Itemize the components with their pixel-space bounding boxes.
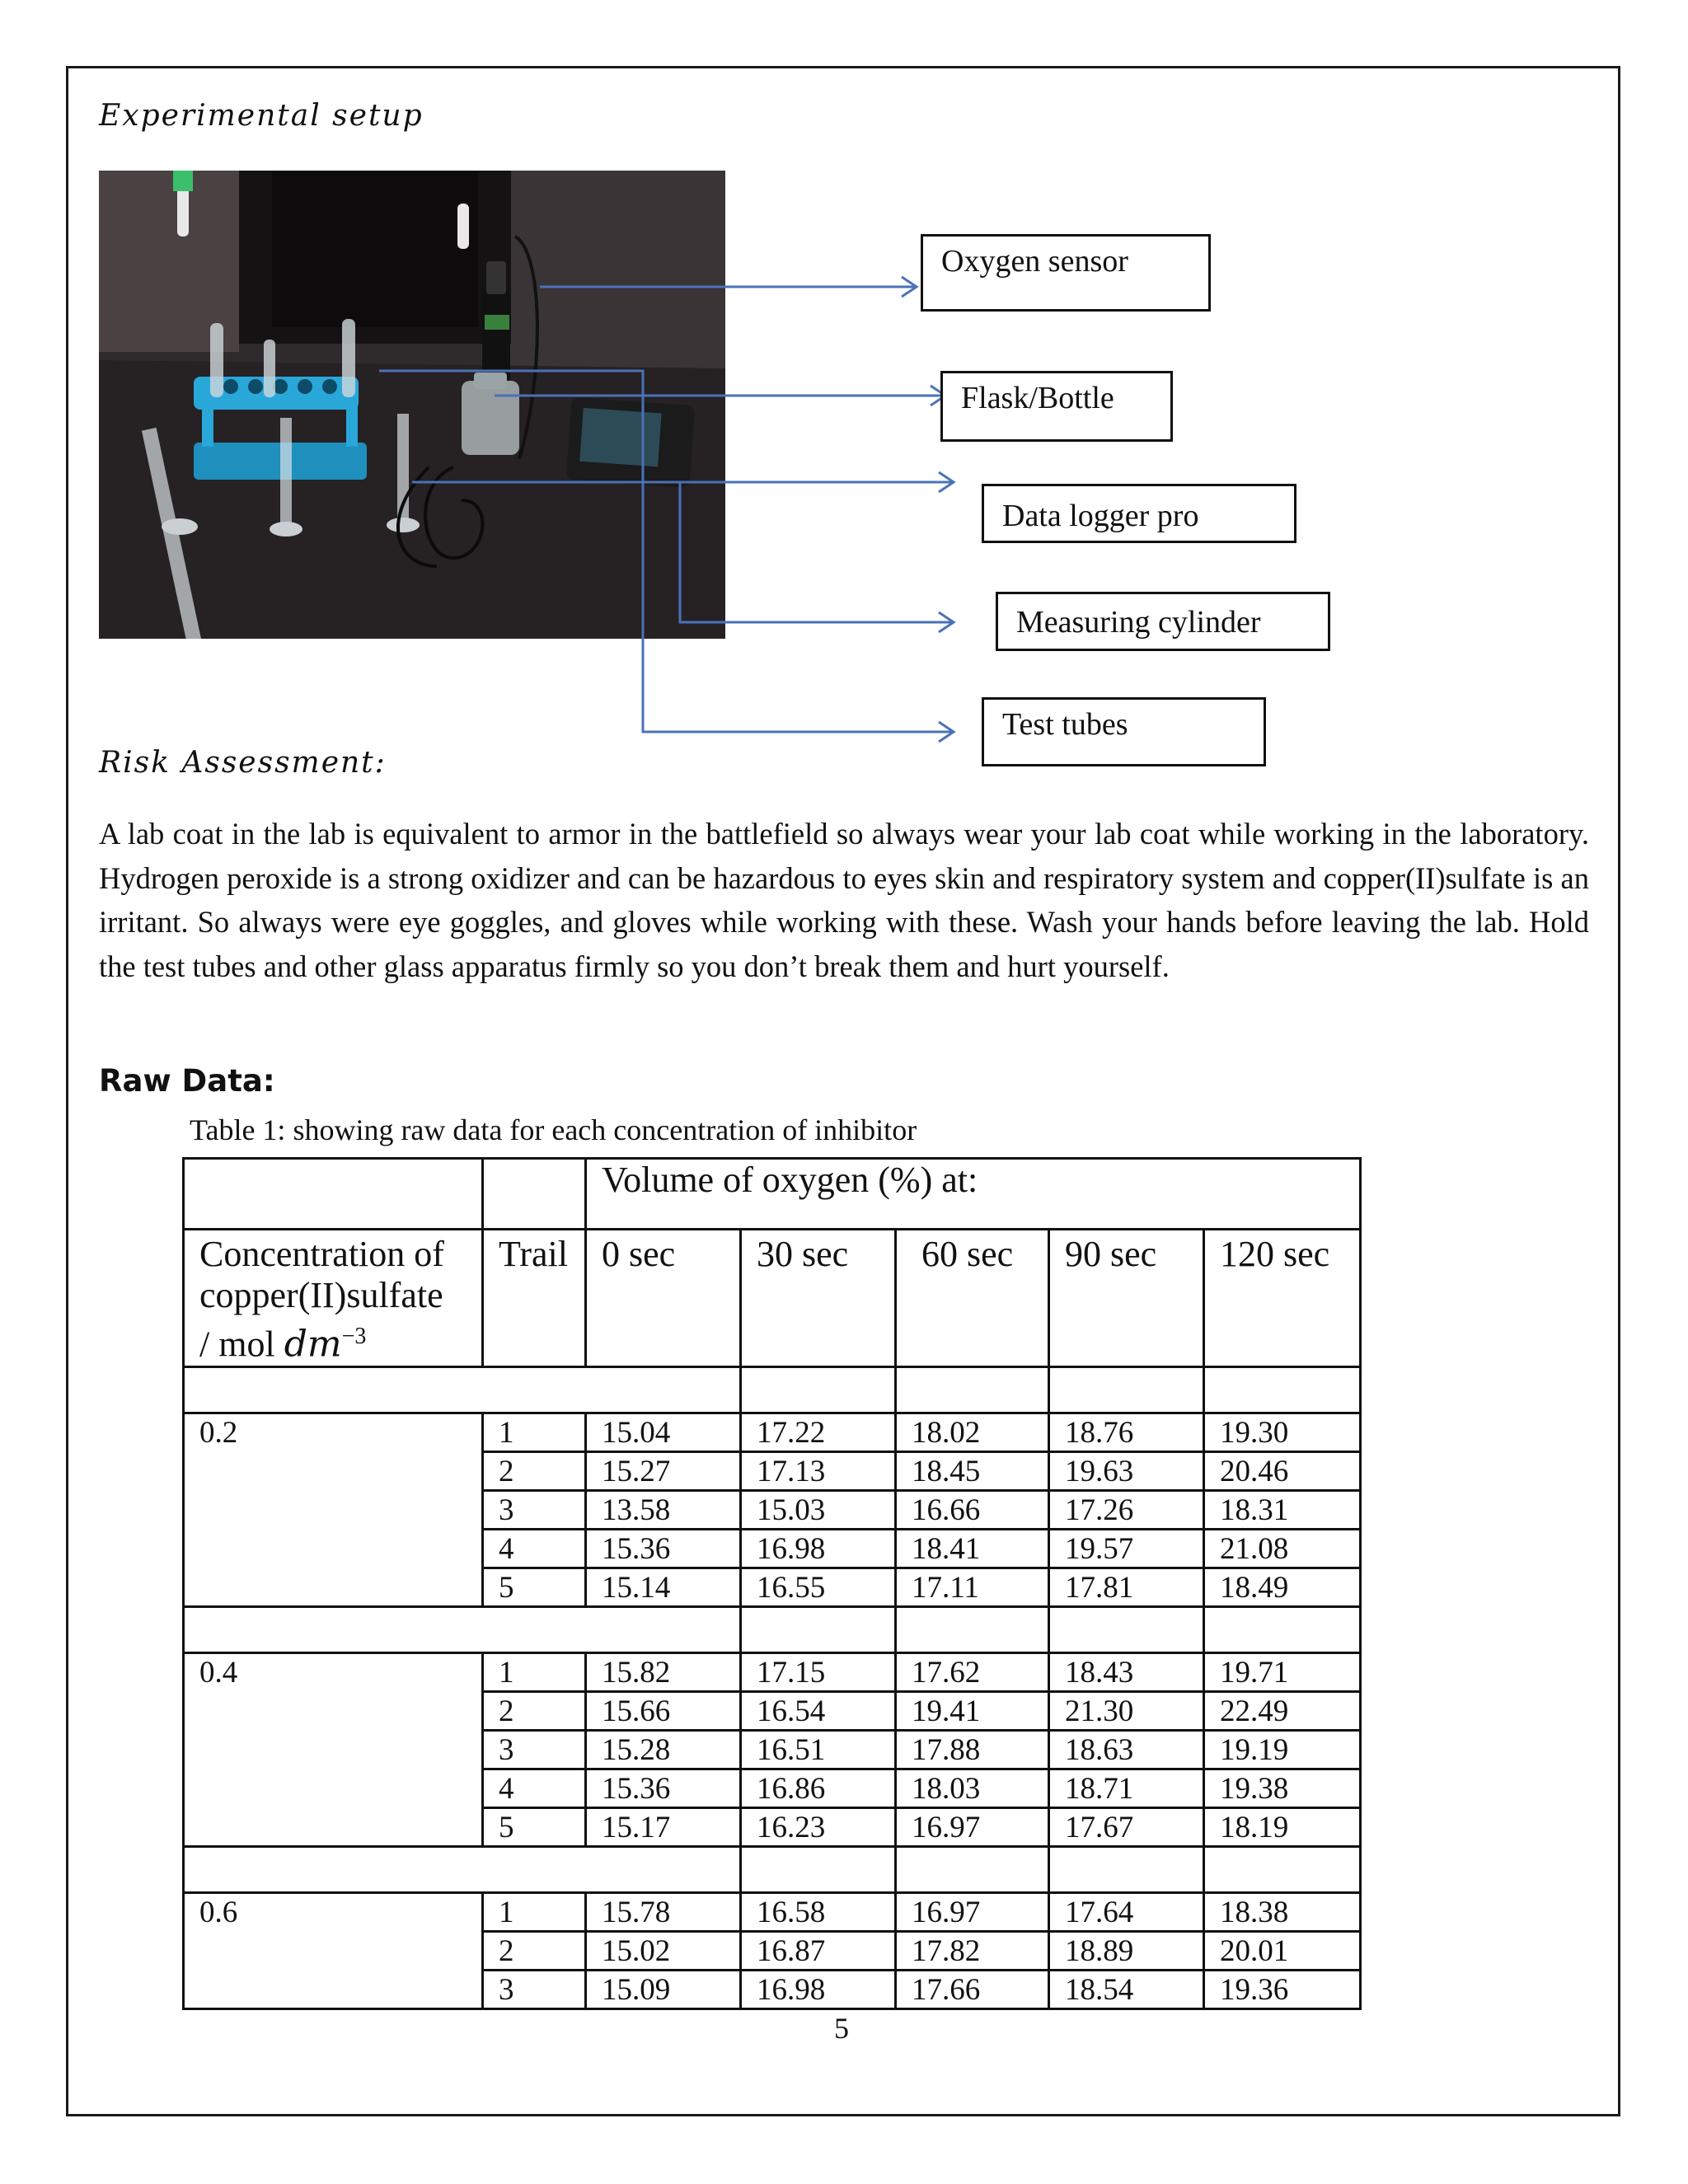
table-row	[184, 1413, 1361, 1451]
label-data-logger: Data logger pro	[982, 484, 1296, 543]
value-cell: 18.89	[1049, 1931, 1204, 1970]
raw-data-heading: Raw Data:	[99, 1063, 275, 1099]
concentration-cell: 0.2	[184, 1413, 483, 1606]
value-cell: 16.98	[741, 1970, 896, 2008]
value-cell: 15.14	[586, 1568, 741, 1606]
trail-cell: 4	[483, 1529, 586, 1568]
concentration-cell: 0.4	[184, 1652, 483, 1846]
value-cell: 17.11	[896, 1568, 1049, 1606]
group-header: Volume of oxygen (%) at:	[586, 1159, 1361, 1230]
label-oxygen-sensor: Oxygen sensor	[921, 234, 1211, 312]
label-flask-bottle: Flask/Bottle	[940, 371, 1173, 442]
value-cell: 17.22	[741, 1413, 896, 1451]
table-header-row	[184, 1230, 1361, 1367]
value-cell: 16.54	[741, 1691, 896, 1730]
trail-cell: 2	[483, 1691, 586, 1730]
value-cell: 16.58	[741, 1892, 896, 1931]
value-cell: 16.23	[741, 1807, 896, 1846]
header-time-90: 90 sec	[1049, 1230, 1204, 1367]
concentration-cell: 0.6	[184, 1892, 483, 2008]
value-cell: 17.66	[896, 1970, 1049, 2008]
header-time-60: 60 sec	[896, 1230, 1049, 1367]
value-cell: 17.15	[741, 1652, 896, 1691]
value-cell: 16.86	[741, 1769, 896, 1807]
value-cell: 16.97	[896, 1807, 1049, 1846]
value-cell: 13.58	[586, 1490, 741, 1529]
trail-cell: 3	[483, 1730, 586, 1769]
value-cell: 16.66	[896, 1490, 1049, 1529]
value-cell: 17.82	[896, 1931, 1049, 1970]
value-cell: 18.76	[1049, 1413, 1204, 1451]
value-cell: 15.36	[586, 1529, 741, 1568]
value-cell: 16.51	[741, 1730, 896, 1769]
value-cell: 18.02	[896, 1413, 1049, 1451]
value-cell: 21.30	[1049, 1691, 1204, 1730]
table-spacer-row	[184, 1366, 1361, 1413]
value-cell: 15.82	[586, 1652, 741, 1691]
value-cell: 19.38	[1204, 1769, 1361, 1807]
value-cell: 18.31	[1204, 1490, 1361, 1529]
value-cell: 16.87	[741, 1931, 896, 1970]
table-spacer-row	[184, 1846, 1361, 1892]
trail-cell: 3	[483, 1490, 586, 1529]
setup-heading: Experimental setup	[99, 99, 424, 133]
value-cell: 17.81	[1049, 1568, 1204, 1606]
value-cell: 18.03	[896, 1769, 1049, 1807]
value-cell: 16.98	[741, 1529, 896, 1568]
value-cell: 20.01	[1204, 1931, 1361, 1970]
value-cell: 17.62	[896, 1652, 1049, 1691]
header-trail: Trail	[483, 1230, 586, 1367]
value-cell: 18.19	[1204, 1807, 1361, 1846]
trail-cell: 5	[483, 1568, 586, 1606]
table-row	[184, 1652, 1361, 1691]
value-cell: 19.30	[1204, 1413, 1361, 1451]
value-cell: 17.26	[1049, 1490, 1204, 1529]
trail-cell: 1	[483, 1652, 586, 1691]
value-cell: 18.43	[1049, 1652, 1204, 1691]
page-number: 5	[834, 2012, 849, 2045]
value-cell: 21.08	[1204, 1529, 1361, 1568]
table-caption: Table 1: showing raw data for each concentration of inhibitor	[190, 1113, 917, 1146]
value-cell: 19.19	[1204, 1730, 1361, 1769]
value-cell: 17.64	[1049, 1892, 1204, 1931]
value-cell: 15.28	[586, 1730, 741, 1769]
value-cell: 18.41	[896, 1529, 1049, 1568]
risk-paragraph: A lab coat in the lab is equivalent to armor in the battlefield so always wear your lab coat while working in the laboratory. Hydrogen peroxide is a strong oxidizer and can be hazardous to eyes skin and respiratory system and copper(II)sulfate is an irritant. So always were eye goggles, and gloves while working with these. Wash your hands before leaving the lab. Hold the test tubes and other glass apparatus firmly so you don’t break them and hurt yourself.	[99, 817, 1589, 983]
table-row	[184, 1892, 1361, 1931]
value-cell: 15.03	[741, 1490, 896, 1529]
value-cell: 18.54	[1049, 1970, 1204, 2008]
raw-data-table	[182, 1157, 1362, 2010]
value-cell: 18.63	[1049, 1730, 1204, 1769]
value-cell: 15.02	[586, 1931, 741, 1970]
trail-cell: 2	[483, 1931, 586, 1970]
table-group-header-row	[184, 1159, 1361, 1230]
header-time-30: 30 sec	[741, 1230, 896, 1367]
value-cell: 17.13	[741, 1451, 896, 1490]
table-body	[184, 1366, 1361, 2008]
value-cell: 19.63	[1049, 1451, 1204, 1490]
value-cell: 16.55	[741, 1568, 896, 1606]
label-test-tubes: Test tubes	[982, 697, 1266, 766]
trail-cell: 1	[483, 1892, 586, 1931]
trail-cell: 1	[483, 1413, 586, 1451]
trail-cell: 3	[483, 1970, 586, 2008]
trail-cell: 4	[483, 1769, 586, 1807]
value-cell: 19.57	[1049, 1529, 1204, 1568]
value-cell: 17.88	[896, 1730, 1049, 1769]
risk-heading: Risk Assessment:	[99, 746, 387, 780]
header-time-120: 120 sec	[1204, 1230, 1361, 1367]
value-cell: 15.66	[586, 1691, 741, 1730]
value-cell: 22.49	[1204, 1691, 1361, 1730]
value-cell: 16.97	[896, 1892, 1049, 1931]
value-cell: 17.67	[1049, 1807, 1204, 1846]
value-cell: 15.78	[586, 1892, 741, 1931]
value-cell: 18.45	[896, 1451, 1049, 1490]
value-cell: 19.36	[1204, 1970, 1361, 2008]
value-cell: 20.46	[1204, 1451, 1361, 1490]
value-cell: 15.04	[586, 1413, 741, 1451]
value-cell: 18.49	[1204, 1568, 1361, 1606]
trail-cell: 5	[483, 1807, 586, 1846]
table-spacer-row	[184, 1606, 1361, 1652]
value-cell: 15.36	[586, 1769, 741, 1807]
value-cell: 18.38	[1204, 1892, 1361, 1931]
value-cell: 15.17	[586, 1807, 741, 1846]
header-concentration: Concentration of copper(II)sulfate / mol $dm^{-3}$	[184, 1230, 483, 1367]
value-cell: 15.27	[586, 1451, 741, 1490]
label-measuring-cylinder: Measuring cylinder	[996, 592, 1330, 651]
trail-cell: 2	[483, 1451, 586, 1490]
value-cell: 18.71	[1049, 1769, 1204, 1807]
header-time-0: 0 sec	[586, 1230, 741, 1367]
value-cell: 15.09	[586, 1970, 741, 2008]
value-cell: 19.41	[896, 1691, 1049, 1730]
value-cell: 19.71	[1204, 1652, 1361, 1691]
